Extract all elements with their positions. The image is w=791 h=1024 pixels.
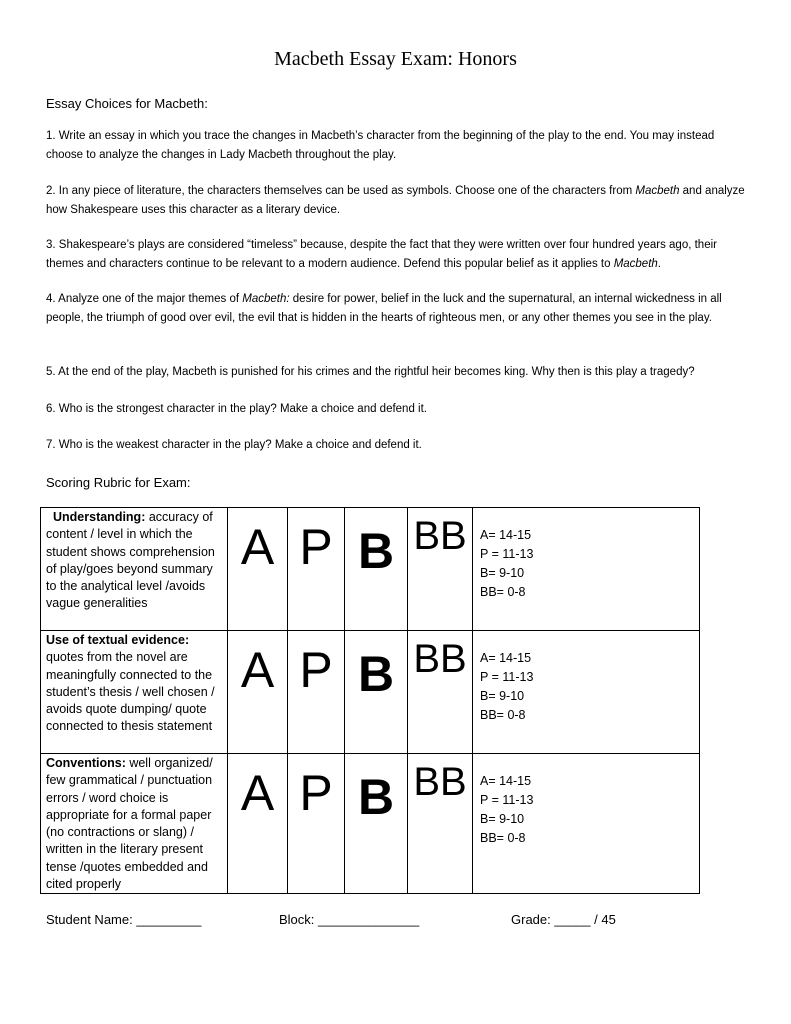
grade-bb-option[interactable]: BB: [408, 754, 473, 894]
student-name-field[interactable]: Student Name: _________: [46, 912, 202, 927]
essay-choices-heading: Essay Choices for Macbeth:: [46, 96, 208, 111]
essay-question-3: 3. Shakespeare’s plays are considered “timeless” because, despite the fact that they were written over four hundred years ago, their themes and characters continue to be relevant to a modern audience. Defend this popular belief as it applies to Macbeth.: [46, 239, 717, 270]
score-scale: A= 14-15 P = 11-13 B= 9-10 BB= 0-8: [473, 754, 700, 894]
scoring-rubric-table: [40, 507, 700, 894]
page-title: Macbeth Essay Exam: Honors: [274, 48, 517, 70]
grade-p-option[interactable]: P: [288, 754, 345, 894]
score-scale: A= 14-15 P = 11-13 B= 9-10 BB= 0-8: [473, 508, 700, 631]
grade-b-option[interactable]: B: [345, 631, 408, 754]
rubric-heading: Scoring Rubric for Exam:: [46, 475, 191, 490]
grade-b-option[interactable]: B: [345, 508, 408, 631]
rubric-row-textual-evidence: [41, 631, 700, 754]
essay-question-5: 5. At the end of the play, Macbeth is punished for his crimes and the rightful heir becomes king. Why then is this play a tragedy?: [46, 366, 695, 378]
essay-question-1: 1. Write an essay in which you trace the changes in Macbeth’s character from the beginning of the play to the end. You may instead choose to analyze the changes in Lady Macbeth throughout the play.: [46, 130, 715, 161]
essay-question-2: 2. In any piece of literature, the characters themselves can be used as symbols. Choose one of the characters from Macbeth and analyze how Shakespeare uses this character as a literary device.: [46, 185, 745, 216]
rubric-row-understanding: [41, 508, 700, 631]
grade-b-option[interactable]: B: [345, 754, 408, 894]
criterion-cell: Conventions: well organized/ few grammatical / punctuation errors / word choice is appropriate for a formal paper (no contractions or slang) / written in the literary present tense /quotes embedded and cited properly: [41, 754, 228, 894]
grade-bb-option[interactable]: BB: [408, 631, 473, 754]
grade-a-option[interactable]: A: [228, 631, 288, 754]
criterion-cell: Understanding: accuracy of content / level in which the student shows comprehension of play/goes beyond summary to the analytical level /avoids vague generalities: [41, 508, 228, 631]
essay-question-4: 4. Analyze one of the major themes of Macbeth: desire for power, belief in the luck and the supernatural, an internal wickedness in all people, the triumph of good over evil, the evil that is hidden in the hearts of righteous men, or any other themes you see in the play.: [46, 293, 722, 324]
grade-p-option[interactable]: P: [288, 631, 345, 754]
grade-a-option[interactable]: A: [228, 508, 288, 631]
essay-question-7: 7. Who is the weakest character in the play? Make a choice and defend it.: [46, 439, 422, 451]
rubric-row-conventions: [41, 754, 700, 894]
essay-question-6: 6. Who is the strongest character in the play? Make a choice and defend it.: [46, 403, 427, 415]
grade-bb-option[interactable]: BB: [408, 508, 473, 631]
grade-p-option[interactable]: P: [288, 508, 345, 631]
criterion-cell: Use of textual evidence: quotes from the novel are meaningfully connected to the student’s thesis / well chosen / avoids quote dumping/ quote connected to thesis statement: [41, 631, 228, 754]
score-scale: A= 14-15 P = 11-13 B= 9-10 BB= 0-8: [473, 631, 700, 754]
grade-a-option[interactable]: A: [228, 754, 288, 894]
block-field[interactable]: Block: ______________: [279, 912, 420, 927]
grade-field[interactable]: Grade: _____ / 45: [511, 912, 616, 927]
